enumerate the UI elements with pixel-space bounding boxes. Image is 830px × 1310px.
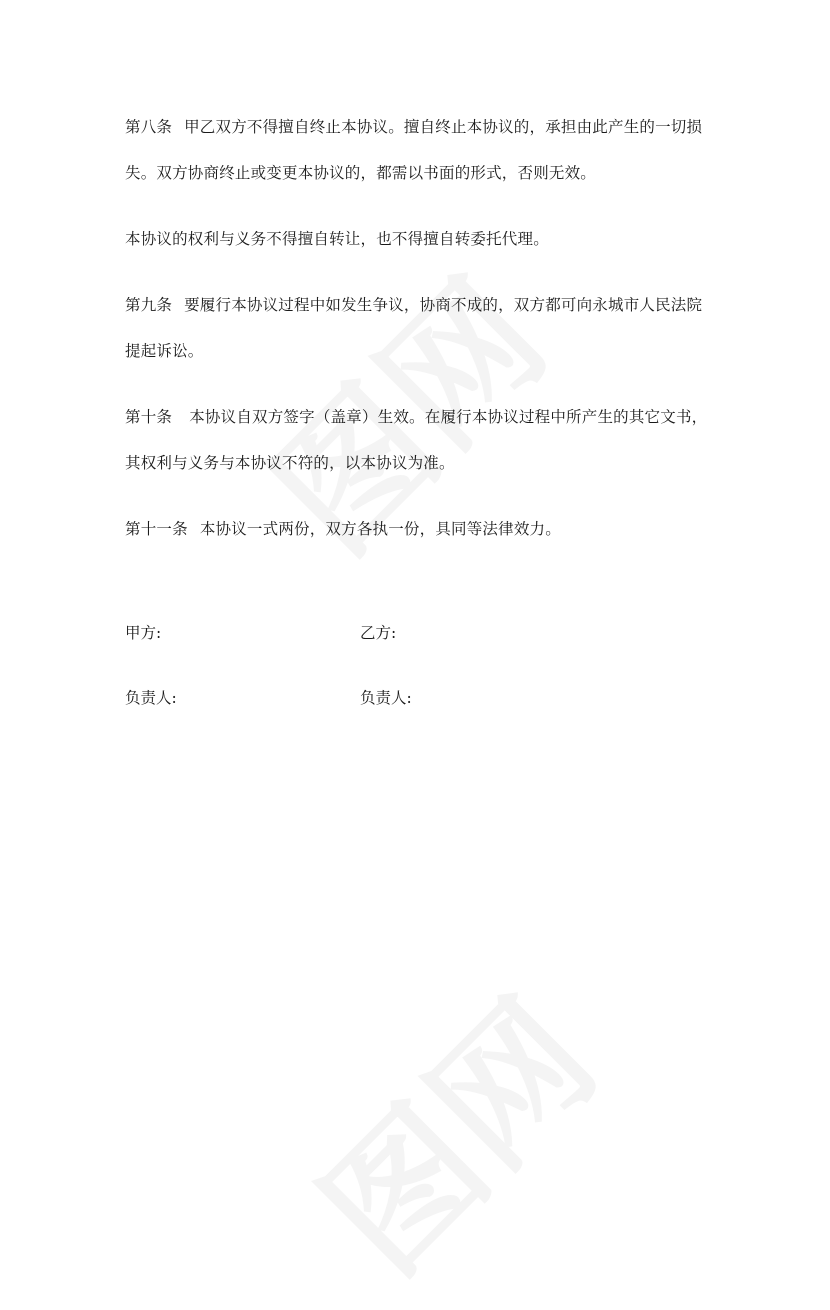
clause-text: 本协议一式两份，双方各执一份，具同等法律效力。 [199,520,561,538]
clause-text: 甲乙双方不得擅自终止本协议。擅自终止本协议的，承担由此产生的一切损失。双方协商终止或变更本协议的，都需以书面的形式，否则无效。 [125,118,703,182]
clause-text: 本协议自双方签字（盖章）生效。在履行本协议过程中所产生的其它文书，其权利与义务与本协议不符的，以本协议为准。 [125,408,708,472]
clause-8 [125,104,710,196]
principal-a-label: 负责人: [125,689,177,707]
principal-b-label: 负责人: [360,689,412,707]
clause-label: 第八条 [125,118,173,136]
clause-11 [125,506,710,552]
clause-text: 本协议的权利与义务不得擅自转让，也不得擅自转委托代理。 [125,230,549,248]
clause-label: 第十一条 [125,520,188,538]
clause-label: 第九条 [125,296,173,314]
watermark-text [268,946,633,1310]
clause-8-continued [125,216,710,262]
party-a-label: 甲方: [125,624,162,642]
party-b-label: 乙方: [360,624,397,642]
clause-text: 要履行本协议过程中如发生争议，协商不成的，双方都可向永城市人民法院提起诉讼。 [125,296,703,360]
clause-10 [125,394,710,486]
document-body [125,104,710,572]
clause-9 [125,282,710,374]
clause-label: 第十条 [125,408,173,426]
